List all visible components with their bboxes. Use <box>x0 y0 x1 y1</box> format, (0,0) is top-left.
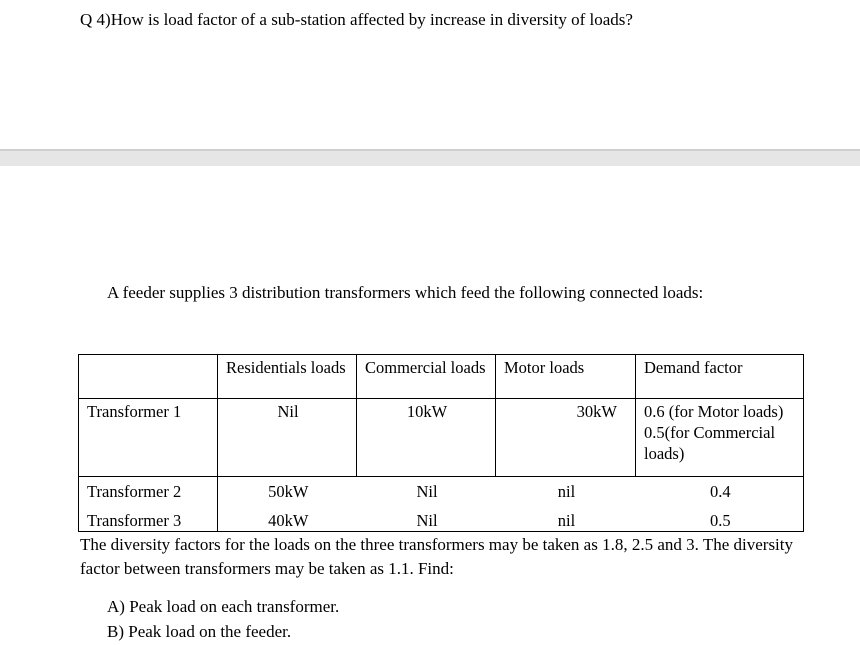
transformer-name: Transformer 1 <box>79 399 218 477</box>
header-cell-demand: Demand factor <box>636 355 804 399</box>
task-item-b: B) Peak load on the feeder. <box>107 622 292 641</box>
transformer-name: Transformer 2 <box>79 477 218 513</box>
header-cell-commercial: Commercial loads <box>357 355 496 399</box>
motor-load: nil <box>557 482 576 501</box>
commercial-load: 10kW <box>357 399 496 477</box>
residential-load: 40kW <box>218 512 357 532</box>
question-title: Q 4)How is load factor of a sub-station affected by increase in diversity of loads? <box>80 10 633 29</box>
demand-factor: 0.6 (for Motor loads) 0.5(for Commercial loads) <box>636 399 804 477</box>
header-cell-empty <box>79 355 218 399</box>
page-divider <box>0 149 860 166</box>
header-cell-residential: Residentials loads <box>218 355 357 399</box>
table-header-row <box>79 355 804 399</box>
residential-load: 50kW <box>268 482 309 501</box>
table-row <box>79 477 804 513</box>
table-row <box>79 399 804 477</box>
residential-load: Nil <box>218 399 357 477</box>
intro-text: A feeder supplies 3 distribution transformers which feed the following connected loads: <box>107 283 704 302</box>
motor-load: 30kW <box>496 399 636 477</box>
task-item-a: A) Peak load on each transformer. <box>107 597 340 616</box>
task-list <box>107 594 339 644</box>
motor-load: nil <box>496 512 636 532</box>
problem-paragraph: The diversity factors for the loads on the three transformers may be taken as 1.8, 2.5 and 3. The diversity factor between transformers may be taken as 1.1. Find: <box>80 535 794 578</box>
table-row <box>79 512 804 532</box>
demand-factor: 0.4 <box>636 477 804 513</box>
commercial-load: Nil <box>416 482 438 501</box>
transformer-name: Transformer 3 <box>79 512 218 532</box>
demand-factor: 0.5 <box>636 512 804 532</box>
header-cell-motor: Motor loads <box>496 355 636 399</box>
loads-table <box>78 354 804 532</box>
commercial-load: Nil <box>357 512 496 532</box>
